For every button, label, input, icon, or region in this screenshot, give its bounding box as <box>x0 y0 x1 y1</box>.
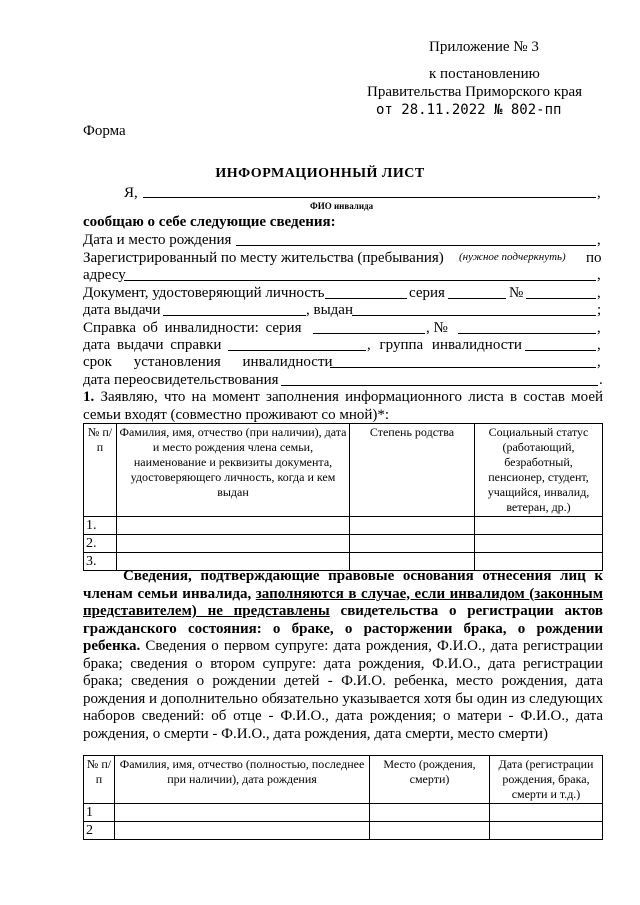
table-cell[interactable] <box>350 535 475 553</box>
section1-number: 1. <box>83 389 95 405</box>
table-cell[interactable] <box>117 535 350 553</box>
section2-bold-2: свидетельства о регистрации актов гражданского состояния: о браке, о расторжении брака, о рождении ребенка. <box>83 603 604 654</box>
row-number: 1. <box>84 517 117 535</box>
col-header-status: Социальный статус (работающий, безработный, пенсионер, студент, учащийся, инвалид, ветеран, др.) <box>475 424 603 517</box>
table-cell[interactable] <box>475 517 603 535</box>
fio-line[interactable] <box>143 197 596 198</box>
col-header-place: Место (рождения, смерти) <box>370 756 490 804</box>
relations-table <box>83 755 603 840</box>
col-header-fio: Фамилия, имя, отчество (полностью, последнее при наличии), дата рождения <box>115 756 370 804</box>
col-header-relation: Степень родства <box>350 424 475 517</box>
address-field[interactable] <box>124 280 596 281</box>
table-cell[interactable] <box>370 822 490 840</box>
po-label: по <box>586 250 602 266</box>
table-cell[interactable] <box>490 804 603 822</box>
series-label: серия <box>409 285 445 301</box>
row-number: 1 <box>84 804 115 822</box>
section2-text: Сведения о первом супруге: дата рождения, Ф.И.О., дата регистрации брака; сведения о втором супруге: дата рождения, Ф.И.О., дата регистрации брака; сведения о рождении детей - Ф.И.О. ребенка, место рождения, дата рождения и дополнительно обязательно указывается хотя бы один из следующих наборов сведений: об отце - Ф.И.О., дата рождения; о матери - Ф.И.О., дата рождения, о смерти - Ф.И.О., дата рождения, дата смерти, место смерти) <box>83 638 604 742</box>
table-cell[interactable] <box>370 804 490 822</box>
document-field[interactable] <box>325 298 407 299</box>
issue-date-label: дата выдачи <box>83 302 161 318</box>
col-header-number: № п/п <box>84 756 115 804</box>
col-header-number: № п/п <box>84 424 117 517</box>
government-name: Правительства Приморского края <box>367 84 583 100</box>
section1-text: Заявляю, что на момент заполнения информационного листа в состав моей семьи входят (совместно проживают со мной)*: <box>83 389 604 423</box>
birth-field[interactable] <box>236 245 596 246</box>
issued-by-field[interactable] <box>352 315 596 316</box>
section2-bold-underlined: заполняются в случае, если инвалидом (законным представителем) не представлены <box>83 585 603 619</box>
appendix-block <box>367 38 583 119</box>
section1-paragraph <box>83 389 603 424</box>
group-label: , группа инвалидности <box>367 337 522 353</box>
group-field[interactable] <box>525 350 596 351</box>
table-row <box>84 535 603 553</box>
document-label: Документ, удостоверяющий личность <box>83 285 325 301</box>
reexam-label: дата переосвидетельствования <box>83 372 279 388</box>
col-header-fio: Фамилия, имя, отчество (при наличии), дата и место рождения члена семьи, наименование и реквизиты документа, удостоверяющего личность, когда и кем выдан <box>117 424 350 517</box>
intro-text: сообщаю о себе следующие сведения: <box>83 214 336 230</box>
section2-paragraph <box>83 568 603 743</box>
row-number: 2. <box>84 535 117 553</box>
cert-issue-date-field[interactable] <box>228 350 366 351</box>
cert-issue-date-label: дата выдачи справки <box>83 337 222 353</box>
to-resolution: к постановлению <box>429 66 540 82</box>
table-cell[interactable] <box>115 822 370 840</box>
table-cell[interactable] <box>117 517 350 535</box>
family-table-header <box>84 424 603 517</box>
cert-series-field[interactable] <box>313 333 425 334</box>
term-field[interactable] <box>330 367 596 368</box>
form-label: Форма <box>83 123 126 139</box>
term-label: срок установления инвалидности <box>83 354 333 370</box>
address-label: адресу <box>83 267 126 283</box>
issued-by-label: , выдан <box>306 302 353 318</box>
row-number: 2 <box>84 822 115 840</box>
table-row <box>84 822 603 840</box>
row-number: 3. <box>84 553 117 571</box>
appendix-number: Приложение № 3 <box>429 39 539 55</box>
resolution-date-number: от 28.11.2022 № 802-пп <box>376 102 562 118</box>
certificate-label: Справка об инвалидности: серия <box>83 320 302 336</box>
table-cell[interactable] <box>115 804 370 822</box>
page-title: ИНФОРМАЦИОННЫЙ ЛИСТ <box>215 166 425 181</box>
number-field[interactable] <box>526 298 596 299</box>
registered-label: Зарегистрированный по месту жительства (пребывания) <box>83 250 444 266</box>
family-table <box>83 423 603 571</box>
issue-date-field[interactable] <box>163 315 306 316</box>
cert-number-label: , № <box>426 320 448 336</box>
fio-caption: ФИО инвалида <box>310 201 374 211</box>
reexam-field[interactable] <box>281 385 598 386</box>
table-cell[interactable] <box>350 517 475 535</box>
line-i-label: Я, <box>124 185 138 201</box>
relations-table-header <box>84 756 603 804</box>
series-field[interactable] <box>448 298 506 299</box>
table-cell[interactable] <box>475 535 603 553</box>
underline-note: (нужное подчеркнуть) <box>459 251 566 263</box>
section2-bold-1: Сведения, подтверждающие правовые основания отнесения лиц к членам семьи инвалида, <box>83 568 603 602</box>
table-cell[interactable] <box>490 822 603 840</box>
col-header-date: Дата (регистрации рождения, брака, смерти и т.д.) <box>490 756 603 804</box>
cert-number-field[interactable] <box>458 333 596 334</box>
table-row <box>84 804 603 822</box>
birth-label: Дата и место рождения <box>83 232 232 248</box>
table-row <box>84 517 603 535</box>
number-label: № <box>509 285 524 301</box>
